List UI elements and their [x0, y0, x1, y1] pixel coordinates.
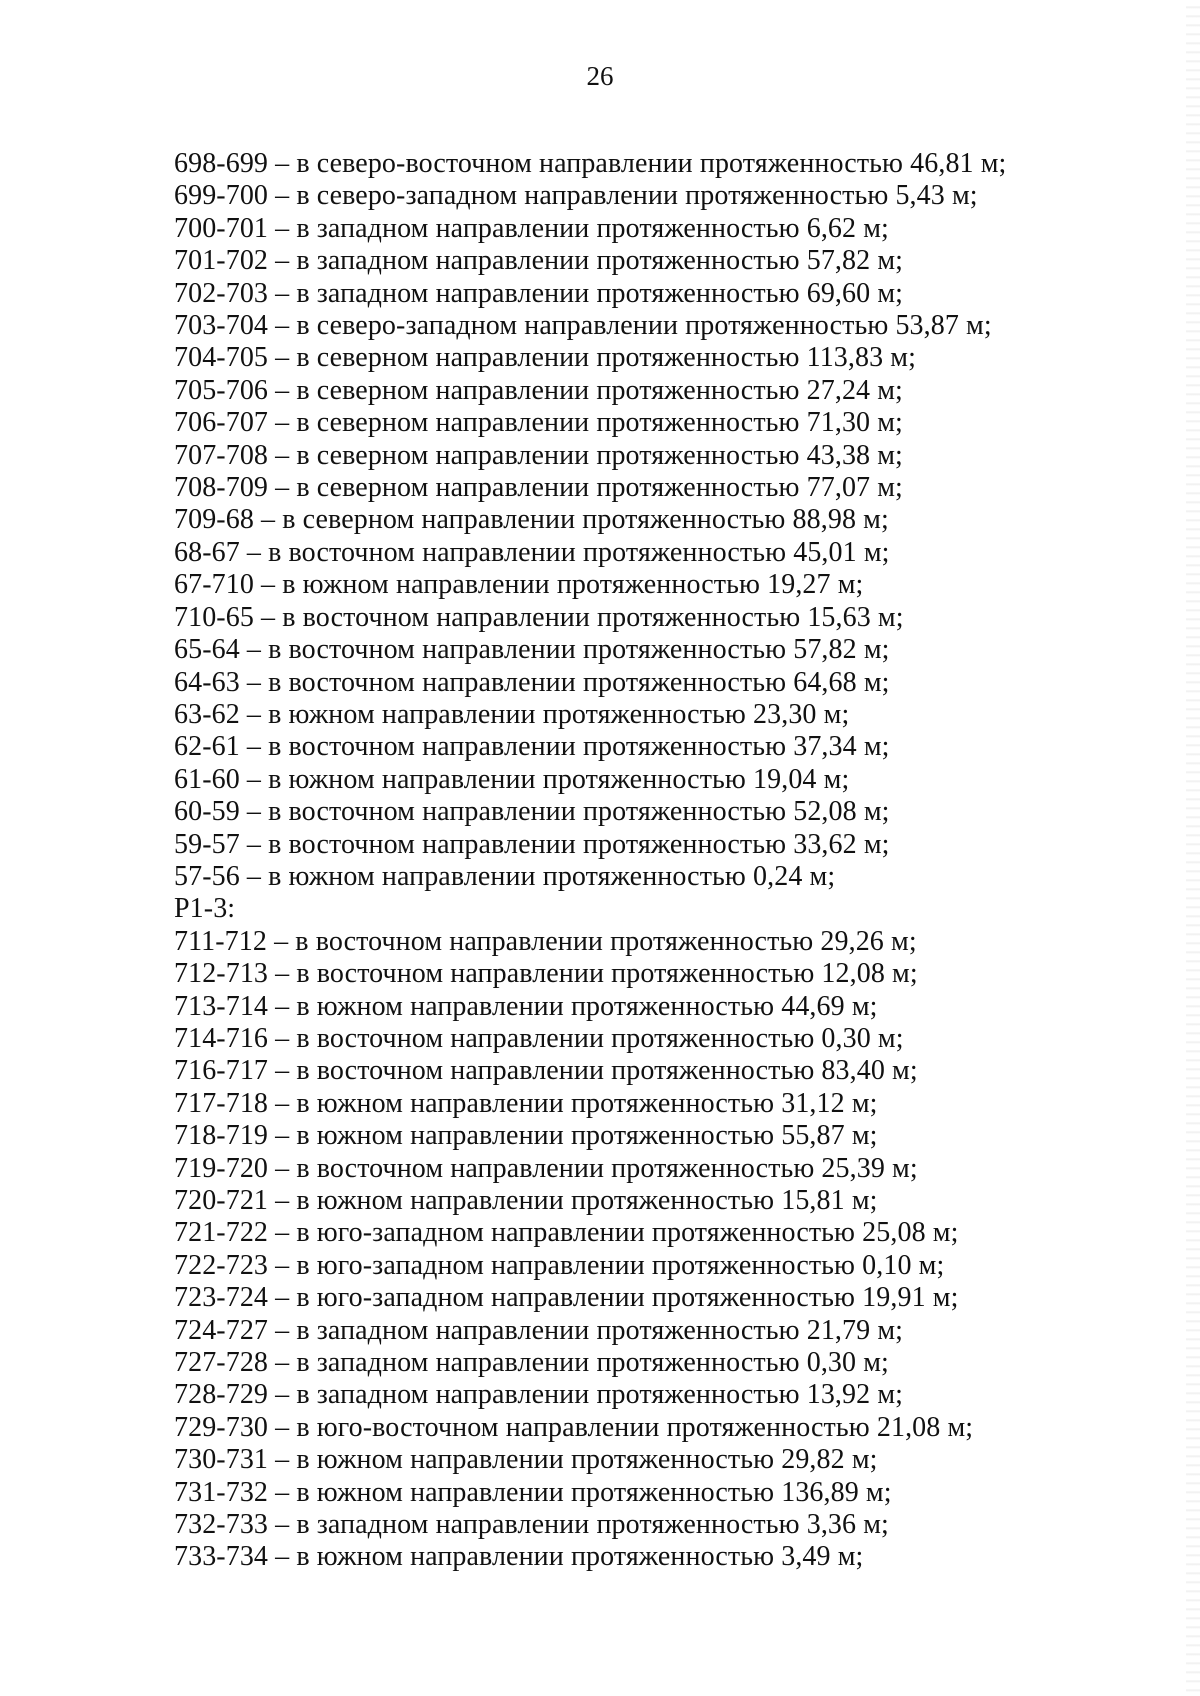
list-item: 699-700 – в северо-западном направлении протяженностью 5,43 м; — [174, 180, 978, 212]
list-item: 68-67 – в восточном направлении протяженностью 45,01 м; — [174, 536, 890, 568]
list-item: 60-59 – в восточном направлении протяженностью 52,08 м; — [174, 796, 890, 828]
list-item: 708-709 – в северном направлении протяженностью 77,07 м; — [174, 472, 903, 504]
list-item: 730-731 – в южном направлении протяженностью 29,82 м; — [174, 1444, 878, 1476]
list-item: 712-713 – в восточном направлении протяженностью 12,08 м; — [174, 958, 918, 990]
list-item: 727-728 – в западном направлении протяженностью 0,30 м; — [174, 1347, 889, 1379]
list-item: 707-708 – в северном направлении протяженностью 43,38 м; — [174, 439, 903, 471]
list-item: 716-717 – в восточном направлении протяженностью 83,40 м; — [174, 1055, 918, 1087]
list-item: 709-68 – в северном направлении протяженностью 88,98 м; — [174, 504, 889, 536]
list-item: 703-704 – в северо-западном направлении протяженностью 53,87 м; — [174, 310, 992, 342]
list-item: 711-712 – в восточном направлении протяженностью 29,26 м; — [174, 925, 917, 957]
list-item: 61-60 – в южном направлении протяженностью 19,04 м; — [174, 763, 850, 795]
list-item: 728-729 – в западном направлении протяженностью 13,92 м; — [174, 1379, 904, 1411]
list-item: 704-705 – в северном направлении протяженностью 113,83 м; — [174, 342, 916, 374]
list-item: 718-719 – в южном направлении протяженностью 55,87 м; — [174, 1120, 878, 1152]
list-item: 57-56 – в южном направлении протяженностью 0,24 м; — [174, 860, 836, 892]
scan-edge-artifact — [1186, 0, 1200, 1696]
list-item: 731-732 – в южном направлении протяженностью 136,89 м; — [174, 1476, 892, 1508]
list-item: 702-703 – в западном направлении протяженностью 69,60 м; — [174, 277, 904, 309]
list-item: 719-720 – в восточном направлении протяженностью 25,39 м; — [174, 1152, 918, 1184]
boundary-description-list — [174, 148, 1074, 1574]
list-item: 67-710 – в южном направлении протяженностью 19,27 м; — [174, 569, 864, 601]
list-item: 64-63 – в восточном направлении протяженностью 64,68 м; — [174, 666, 890, 698]
list-item: 720-721 – в южном направлении протяженностью 15,81 м; — [174, 1185, 878, 1216]
list-item: 705-706 – в северном направлении протяженностью 27,24 м; — [174, 374, 903, 406]
list-item: 713-714 – в южном направлении протяженностью 44,69 м; — [174, 990, 878, 1022]
list-item: 710-65 – в восточном направлении протяженностью 15,63 м; — [174, 601, 904, 633]
list-item: 733-734 – в южном направлении протяженностью 3,49 м; — [174, 1541, 864, 1573]
list-item: 724-727 – в западном направлении протяженностью 21,79 м; — [174, 1314, 904, 1346]
list-item: 717-718 – в южном направлении протяженностью 31,12 м; — [174, 1087, 878, 1119]
list-item: 714-716 – в восточном направлении протяженностью 0,30 м; — [174, 1022, 904, 1054]
list-item: 706-707 – в северном направлении протяженностью 71,30 м; — [174, 407, 903, 439]
section-heading: Р1-3: — [174, 893, 236, 925]
page-number: 26 — [586, 61, 614, 91]
list-item: 62-61 – в восточном направлении протяженностью 37,34 м; — [174, 731, 890, 763]
list-item: 698-699 – в северо-восточном направлении протяженностью 46,81 м; — [174, 148, 1007, 179]
list-item: 721-722 – в юго-западном направлении протяженностью 25,08 м; — [174, 1217, 959, 1249]
list-item: 722-723 – в юго-западном направлении протяженностью 0,10 м; — [174, 1249, 945, 1281]
list-item: 729-730 – в юго-восточном направлении протяженностью 21,08 м; — [174, 1411, 974, 1443]
list-item: 65-64 – в восточном направлении протяженностью 57,82 м; — [174, 634, 890, 666]
list-item: 701-702 – в западном направлении протяженностью 57,82 м; — [174, 245, 904, 277]
list-item: 63-62 – в южном направлении протяженностью 23,30 м; — [174, 698, 850, 730]
list-item: 732-733 – в западном направлении протяженностью 3,36 м; — [174, 1509, 889, 1541]
list-item: 59-57 – в восточном направлении протяженностью 33,62 м; — [174, 828, 890, 860]
list-item: 700-701 – в западном направлении протяженностью 6,62 м; — [174, 212, 889, 244]
list-item: 723-724 – в юго-западном направлении протяженностью 19,91 м; — [174, 1282, 959, 1314]
